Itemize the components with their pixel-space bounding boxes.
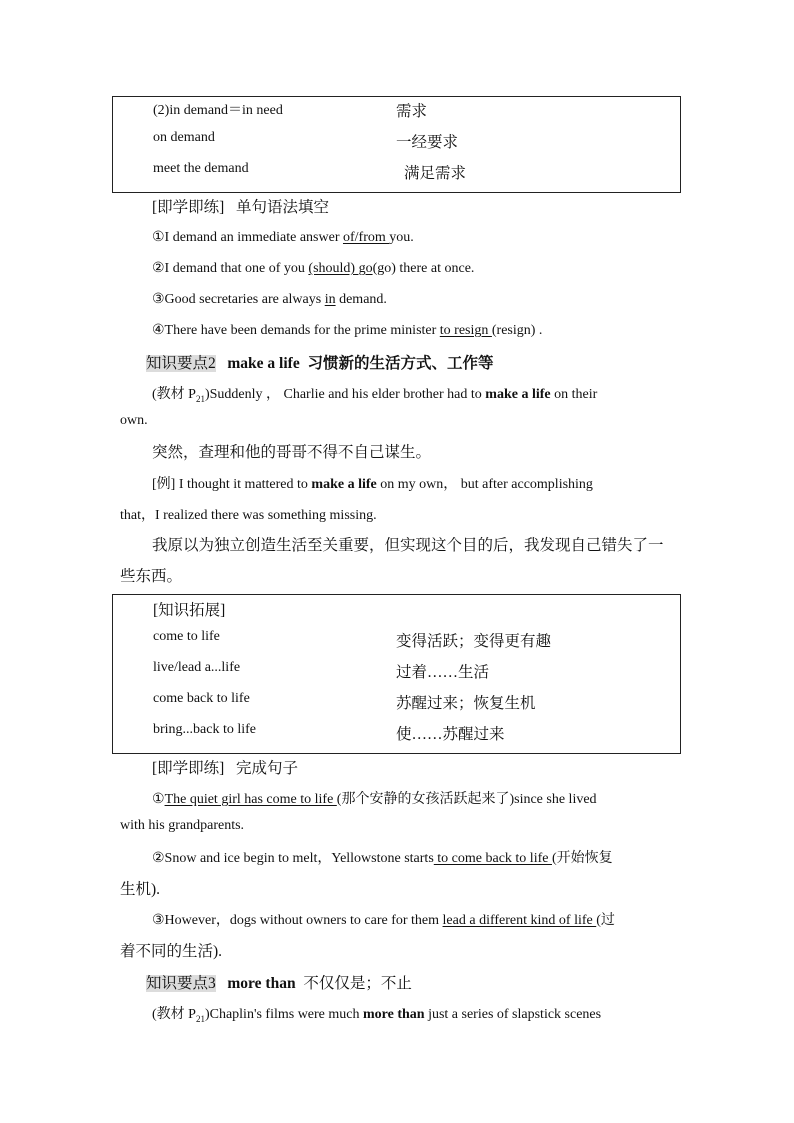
exercise-item: [152, 260, 680, 277]
point-label: 知识要点3: [146, 975, 216, 992]
exercise-text: (开始恢复: [551, 851, 613, 866]
exercise-text: (过: [596, 913, 615, 928]
point-meaning: 习惯新的生活方式、工作等: [307, 355, 494, 372]
quote-text: just a series of slapstick scenes: [424, 1007, 602, 1022]
example-translation: 我原以为独立创造生活至关重要，但实现这个目的后，我发现自己错失了一: [152, 537, 664, 554]
example-sentence: [152, 473, 680, 493]
exercise-text: (resign) .: [491, 323, 543, 338]
knowledge-expansion-box: [112, 594, 681, 754]
practice-subtitle: 单句语法填空: [235, 199, 329, 216]
exercise-item: [152, 847, 680, 867]
phrase-cn: 变得活跃；变得更有趣: [396, 633, 552, 650]
page-number: 21: [195, 1013, 205, 1024]
box-title: [知识拓展]: [153, 602, 226, 619]
example-text: I thought it mattered to: [175, 477, 312, 492]
exercise-text: ②I demand that one of you: [152, 261, 309, 276]
page-number: 21: [195, 393, 205, 404]
phrase-en: on demand: [153, 130, 215, 145]
practice-title: [即学即练]: [152, 760, 225, 777]
phrase-row: [113, 722, 680, 752]
practice-title: [即学即练]: [152, 199, 225, 216]
exercise-text: ③Good secretaries are always: [152, 292, 325, 307]
practice-heading: [152, 756, 680, 778]
example-tag: [例]: [152, 477, 176, 492]
exercise-text: (那个安静的女孩活跃起来了)since she lived: [336, 792, 597, 807]
exercise-answer: to come back to life: [433, 851, 552, 866]
phrase-en: come back to life: [153, 691, 250, 706]
exercise-answer: (should) go: [308, 261, 373, 276]
exercise-text: you.: [389, 230, 414, 245]
phrase-row: [113, 161, 680, 191]
practice-heading: [152, 195, 680, 217]
knowledge-point-heading: [146, 971, 674, 993]
example-text: on my own， but after accomplishing: [376, 477, 593, 492]
exercise-item: [152, 322, 680, 339]
exercise-item-cont: with his grandparents.: [120, 818, 245, 833]
phrase-en: (2)in demand＝in need: [153, 103, 283, 118]
exercise-item: [152, 229, 680, 246]
quote-text: )Chaplin's films were much: [204, 1007, 363, 1022]
knowledge-point-heading: [146, 351, 674, 373]
textbook-quote: [152, 383, 680, 404]
quote-text: on their: [550, 387, 598, 402]
exercise-answer: of/from: [342, 230, 390, 245]
quote-text: )Suddenly ， Charlie and his elder brother had to: [204, 387, 486, 402]
exercise-item: [152, 291, 680, 308]
exercise-answer: The quiet girl has come to life: [164, 792, 337, 807]
exercise-text: (go) there at once.: [372, 261, 475, 276]
phrase-cn: 苏醒过来；恢复生机: [396, 695, 536, 712]
quote-keyword: more than: [363, 1007, 425, 1022]
point-meaning: 不仅仅是；不止: [303, 975, 412, 992]
example-sentence-cont: that，I realized there was something missing.: [120, 508, 377, 523]
phrase-row: [113, 130, 680, 160]
phrase-cn: 使……苏醒过来: [396, 726, 505, 743]
practice-subtitle: 完成句子: [235, 760, 298, 777]
phrase-en: meet the demand: [153, 161, 249, 176]
point-phrase: more than: [227, 975, 296, 992]
point-phrase: make a life: [227, 355, 300, 372]
exercise-text: ③However，dogs without owners to care for them: [152, 913, 443, 928]
example-keyword: make a life: [311, 477, 377, 492]
exercise-answer: lead a different kind of life: [442, 913, 597, 928]
phrase-cn: 满足需求: [404, 165, 467, 182]
phrase-cn: 需求: [396, 103, 428, 120]
exercise-item-cont: 着不同的生活).: [120, 943, 223, 960]
exercise-text: ④There have been demands for the prime minister: [152, 323, 440, 338]
phrase-row: [113, 691, 680, 721]
box-title-row: [113, 598, 680, 628]
exercise-text: ①: [152, 792, 165, 807]
phrase-row: [113, 660, 680, 690]
phrase-box-demand: [112, 96, 681, 193]
example-translation-cont: 些东西。: [120, 568, 183, 585]
exercise-item: [152, 788, 680, 808]
quote-text: (教材 P: [152, 387, 196, 402]
exercise-text: ②Snow and ice begin to melt，Yellowstone starts: [152, 851, 434, 866]
phrase-row: [113, 629, 680, 659]
exercise-text: ①I demand an immediate answer: [152, 230, 343, 245]
point-label: 知识要点2: [146, 355, 216, 372]
phrase-cn: 一经要求: [396, 134, 459, 151]
phrase-en: come to life: [153, 629, 220, 644]
phrase-en: bring...back to life: [153, 722, 257, 737]
translation: 突然，查理和他的哥哥不得不自己谋生。: [152, 444, 432, 461]
exercise-item: [152, 909, 680, 929]
phrase-cn: 过着……生活: [396, 664, 490, 681]
textbook-quote-cont: own.: [120, 413, 148, 428]
exercise-answer: to resign: [439, 323, 492, 338]
phrase-row: [113, 99, 680, 129]
exercise-text: demand.: [335, 292, 387, 307]
textbook-quote: [152, 1003, 680, 1024]
exercise-answer: in: [324, 292, 336, 307]
quote-text: (教材 P: [152, 1007, 196, 1022]
quote-keyword: make a life: [485, 387, 551, 402]
exercise-item-cont: 生机).: [120, 881, 161, 898]
phrase-en: live/lead a...life: [153, 660, 241, 675]
